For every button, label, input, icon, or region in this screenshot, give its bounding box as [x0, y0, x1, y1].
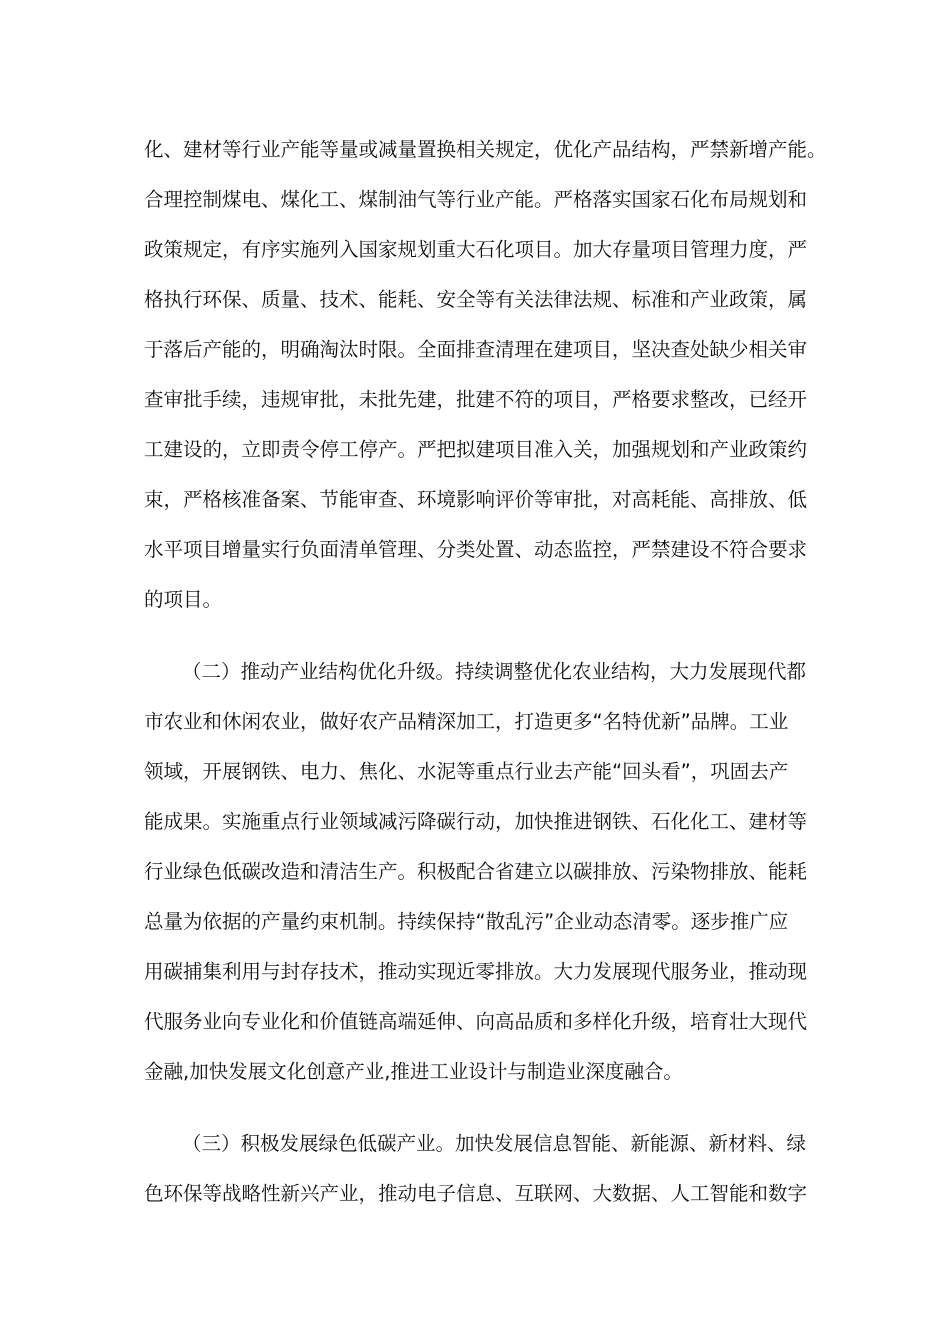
text-line: 查审批手续，违规审批，未批先建，批建不符的项目，严格要求整改，已经开 [144, 388, 808, 411]
text-line: 能成果。实施重点行业领域减污降碳行动，加快推进钢铁、石化化工、建材等 [144, 810, 808, 833]
text-line: 行业绿色低碳改造和清洁生产。积极配合省建立以碳排放、污染物排放、能耗 [144, 860, 808, 883]
text-line: 用碳捕集利用与封存技术，推动实现近零排放。大力发展现代服务业，推动现 [144, 960, 808, 983]
text-line: 代服务业向专业化和价值链高端延伸、向高品质和多样化升级，培育壮大现代 [144, 1010, 808, 1033]
text-line: 总量为依据的产量约束机制。持续保持“散乱污”企业动态清零。逐步推广应 [144, 910, 789, 933]
text-line: 政策规定，有序实施列入国家规划重大石化项目。加大存量项目管理力度，严 [144, 238, 808, 261]
text-line: 金融,加快发展文化创意产业,推进工业设计与制造业深度融合。 [144, 1060, 683, 1083]
text-line: 领域，开展钢铁、电力、焦化、水泥等重点行业去产能“回头看”，巩固去产 [144, 760, 789, 783]
text-line: 束，严格核准备案、节能审查、环境影响评价等审批，对高耗能、高排放、低 [144, 488, 808, 511]
text-line: 的项目。 [144, 588, 223, 611]
text-line: 化、建材等行业产能等量或减量置换相关规定，优化产品结构，严禁新增产能。 [144, 138, 827, 161]
section-heading-line: （二）推动产业结构优化升级。持续调整优化农业结构，大力发展现代都 [182, 660, 807, 683]
text-line: 格执行环保、质量、技术、能耗、安全等有关法律法规、标准和产业政策，属 [144, 288, 808, 311]
text-line: 色环保等战略性新兴产业，推动电子信息、互联网、大数据、人工智能和数字 [144, 1182, 808, 1205]
text-line: 工建设的，立即责令停工停产。严把拟建项目准入关，加强规划和产业政策约 [144, 438, 808, 461]
text-line: 水平项目增量实行负面清单管理、分类处置、动态监控，严禁建设不符合要求 [144, 538, 808, 561]
text-line: 合理控制煤电、煤化工、煤制油气等行业产能。严格落实国家石化布局规划和 [144, 188, 808, 211]
text-line: 市农业和休闲农业，做好农产品精深加工，打造更多“名特优新”品牌。工业 [144, 710, 789, 733]
section-heading-line: （三）积极发展绿色低碳产业。加快发展信息智能、新能源、新材料、绿 [182, 1132, 807, 1155]
text-line: 于落后产能的，明确淘汰时限。全面排查清理在建项目，坚决查处缺少相关审 [144, 338, 808, 361]
